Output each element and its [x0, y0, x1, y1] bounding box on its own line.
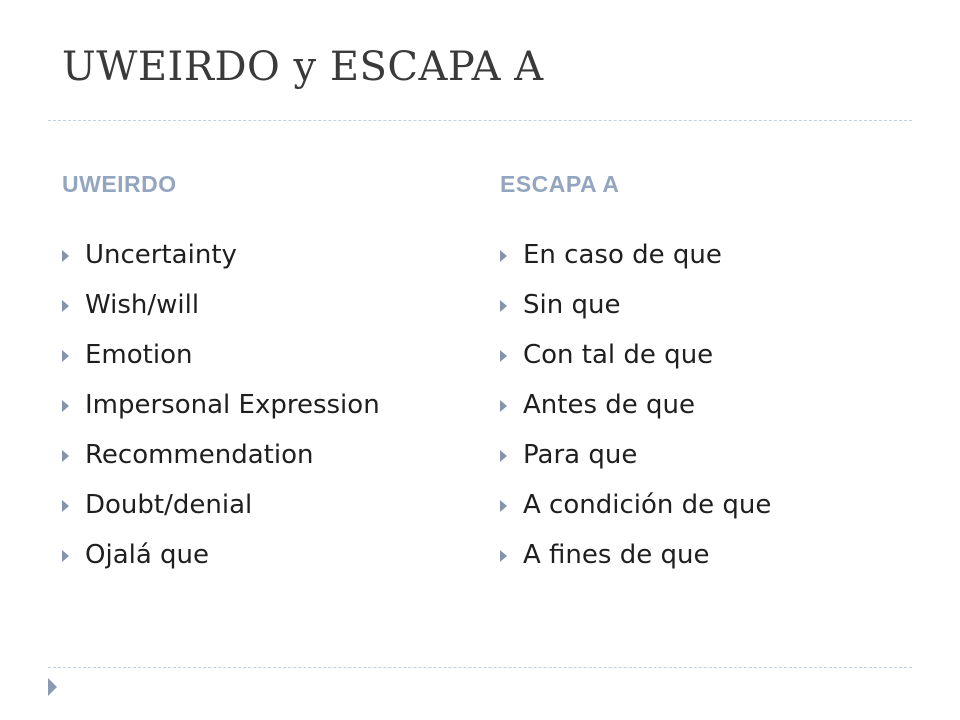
list-item	[62, 230, 380, 280]
triangle-bullet-icon	[500, 500, 507, 512]
triangle-bullet-icon	[62, 250, 69, 262]
list-item-text: En caso de que	[523, 240, 722, 270]
list-item-text: Recommendation	[85, 440, 314, 470]
triangle-bullet-icon	[62, 350, 69, 362]
list-item	[500, 280, 771, 330]
uweirdo-list	[62, 230, 380, 580]
list-item-text: Para que	[523, 440, 638, 470]
list-item	[500, 380, 771, 430]
corner-triangle-icon	[48, 678, 57, 696]
list-item-text: Ojalá que	[85, 540, 210, 570]
list-item	[62, 530, 380, 580]
footer-divider	[48, 667, 912, 668]
list-item	[500, 530, 771, 580]
triangle-bullet-icon	[500, 550, 507, 562]
triangle-bullet-icon	[62, 400, 69, 412]
triangle-bullet-icon	[62, 300, 69, 312]
list-item-text: Impersonal Expression	[85, 390, 380, 420]
triangle-bullet-icon	[500, 250, 507, 262]
list-item	[500, 430, 771, 480]
list-item-text: Sin que	[523, 290, 621, 320]
list-item	[62, 280, 380, 330]
list-item-text: Antes de que	[523, 390, 696, 420]
uweirdo-heading: UWEIRDO	[62, 171, 177, 197]
triangle-bullet-icon	[62, 500, 69, 512]
list-item-text: Emotion	[85, 340, 193, 370]
list-item-text: A fines de que	[523, 540, 710, 570]
triangle-bullet-icon	[62, 450, 69, 462]
list-item	[62, 430, 380, 480]
list-item-text: A condición de que	[523, 490, 772, 520]
list-item-text: Doubt/denial	[85, 490, 253, 520]
title-divider	[48, 120, 912, 121]
list-item	[500, 230, 771, 280]
list-item	[62, 480, 380, 530]
escapa-a-heading: ESCAPA A	[500, 171, 620, 197]
triangle-bullet-icon	[500, 450, 507, 462]
list-item	[62, 380, 380, 430]
triangle-bullet-icon	[62, 550, 69, 562]
list-item	[62, 330, 380, 380]
list-item-text: Wish/will	[85, 290, 200, 320]
list-item	[500, 330, 771, 380]
triangle-bullet-icon	[500, 300, 507, 312]
list-item-text: Con tal de que	[523, 340, 714, 370]
escapa-a-list	[500, 230, 771, 580]
list-item-text: Uncertainty	[85, 240, 237, 270]
slide-title: UWEIRDO y ESCAPA A	[62, 44, 544, 90]
triangle-bullet-icon	[500, 400, 507, 412]
list-item	[500, 480, 771, 530]
triangle-bullet-icon	[500, 350, 507, 362]
